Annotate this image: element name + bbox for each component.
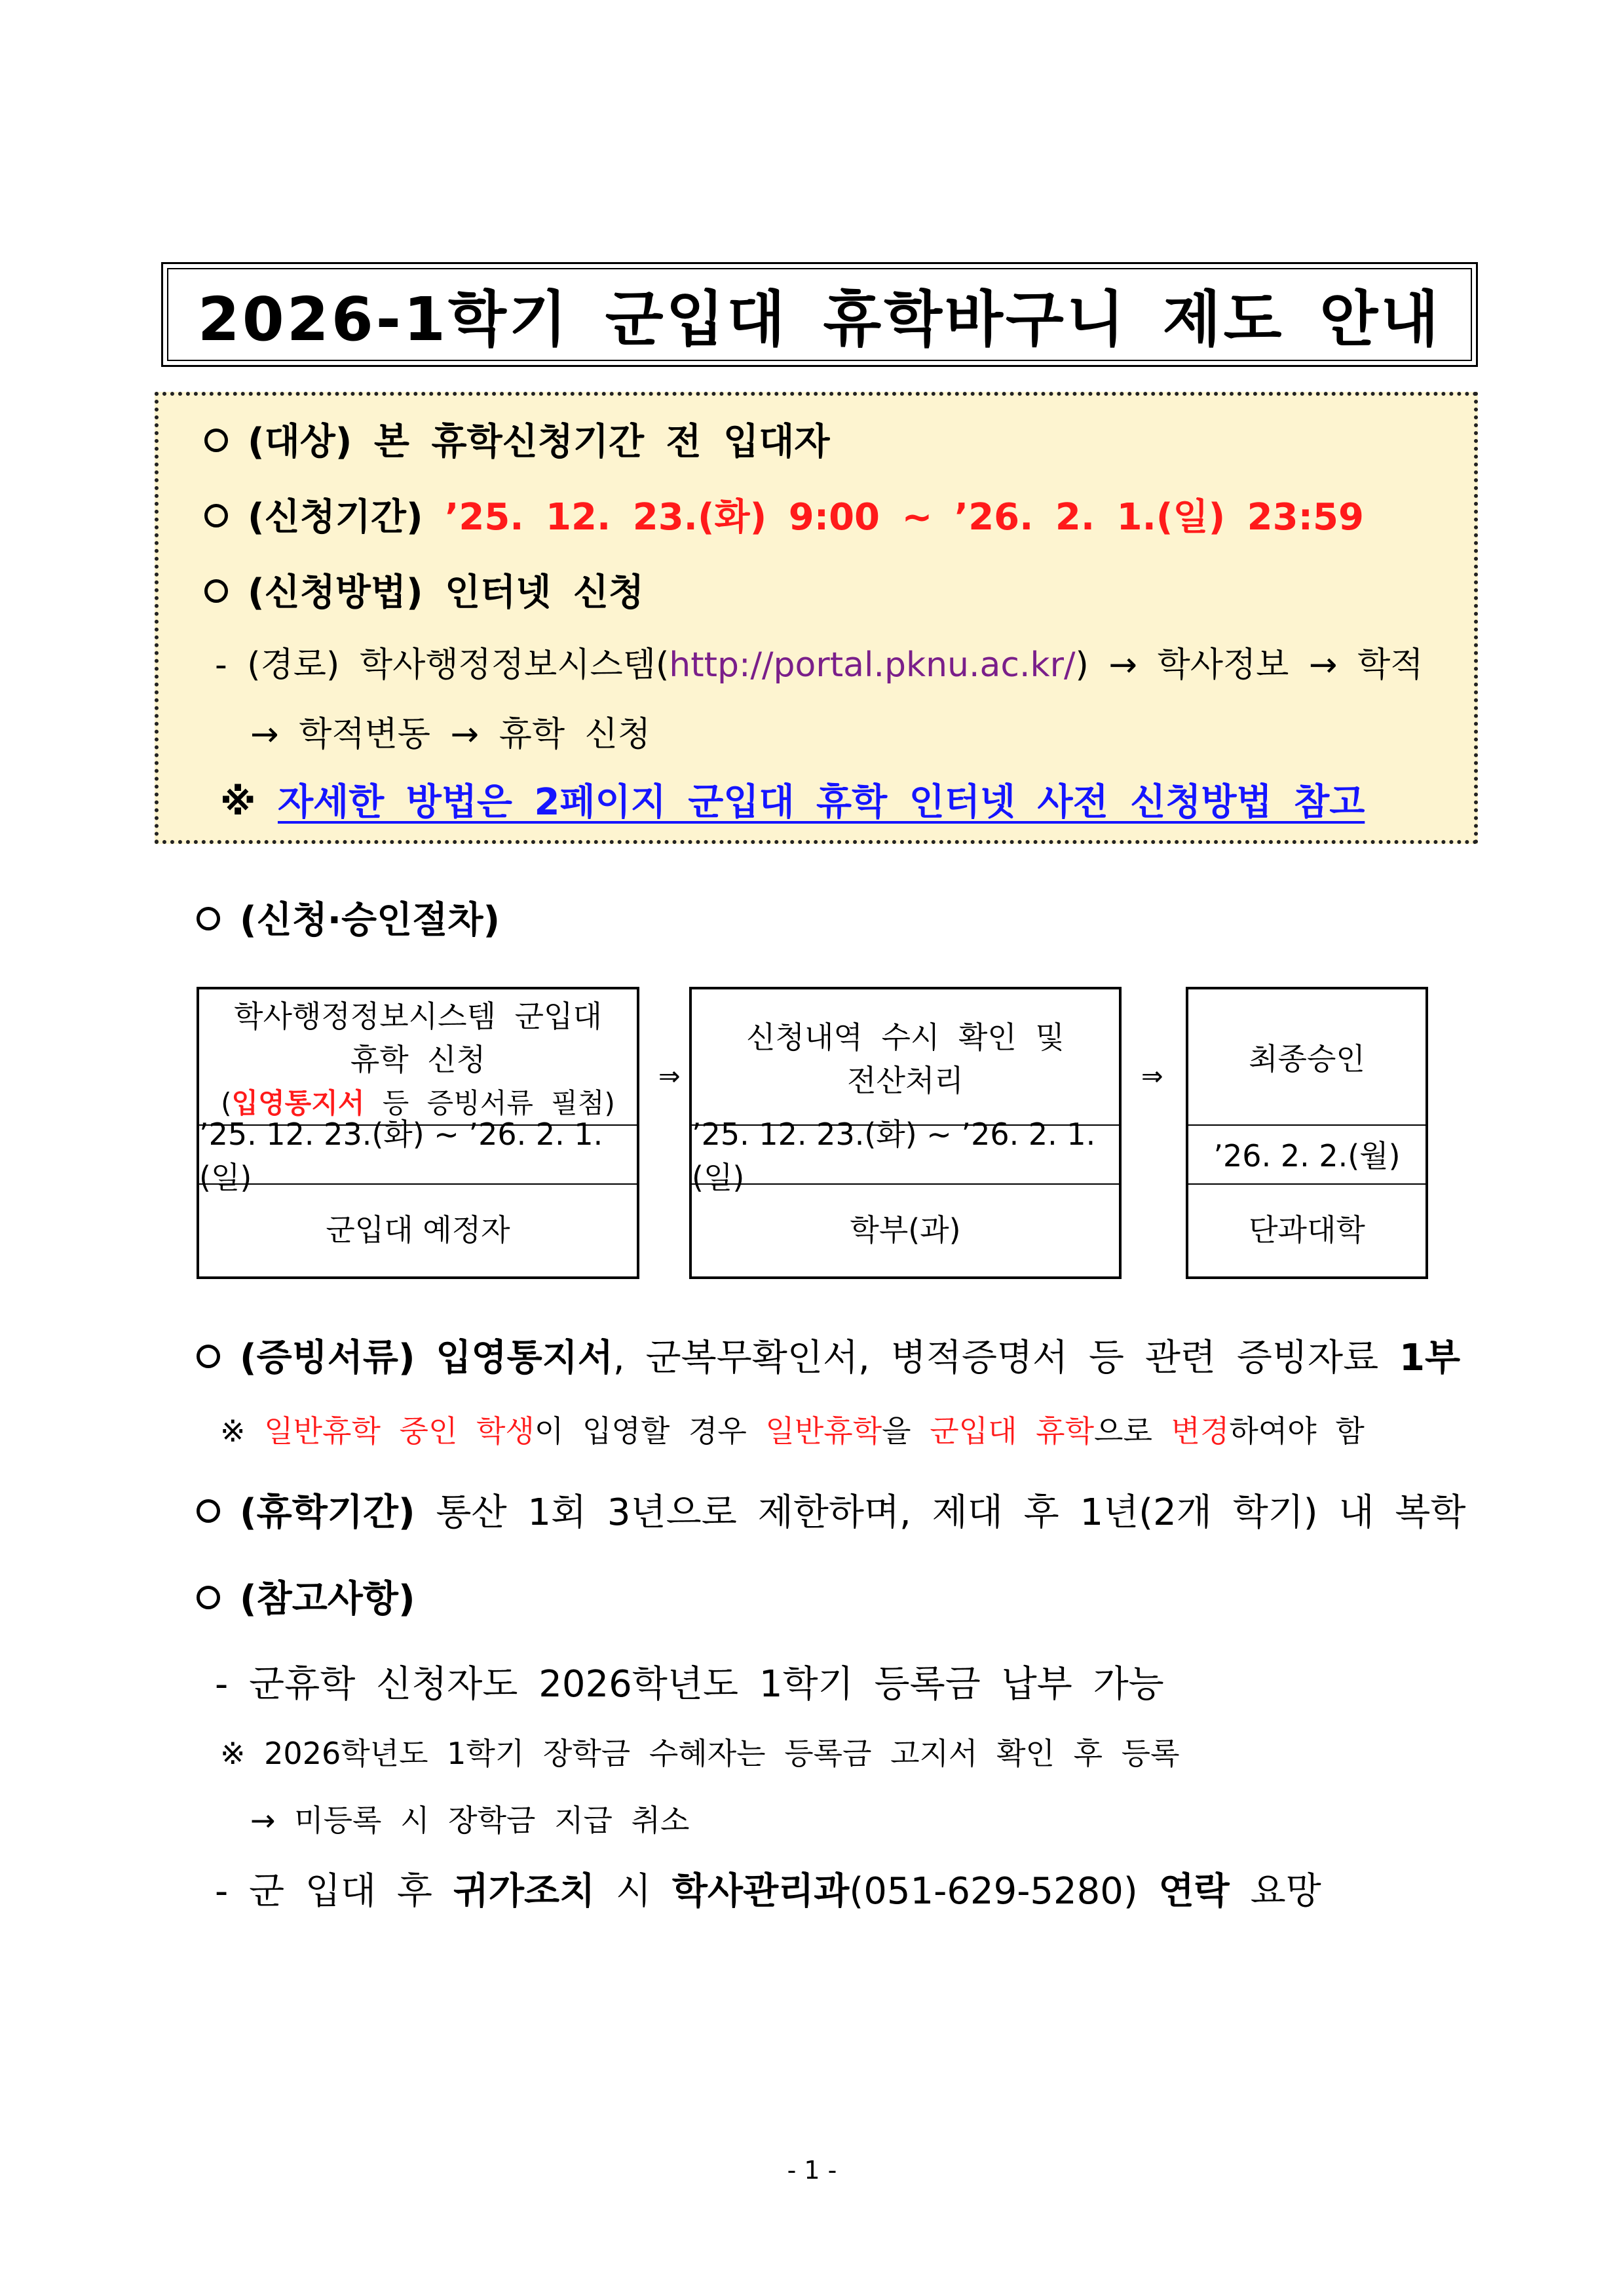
route-suffix: ) → 학사정보 → 학적 bbox=[1075, 645, 1424, 685]
reference-sub2: → 미등록 시 장학금 지급 취소 bbox=[250, 1803, 690, 1838]
step2-date: ’25. 12. 23.(화) ~ ’26. 2. 1.(일) bbox=[692, 1124, 1119, 1185]
reference-sub1 bbox=[220, 1730, 1180, 1773]
item2-a: - 군 입대 후 bbox=[215, 1870, 453, 1913]
item2-f: 연락 bbox=[1158, 1870, 1230, 1913]
reference-label: (참고사항) bbox=[240, 1578, 415, 1620]
flow-arrow-icon: ⇒ bbox=[658, 1062, 681, 1092]
leave-period-label: (휴학기간) bbox=[240, 1491, 415, 1534]
portal-link[interactable]: http://portal.pknu.ac.kr/ bbox=[669, 645, 1076, 685]
item2-e: (051-629-5280) bbox=[849, 1870, 1159, 1913]
documents-text: , 군복무확인서, 병적증명서 등 관련 증빙자료 bbox=[613, 1337, 1400, 1379]
note-t4: 하여야 함 bbox=[1229, 1413, 1365, 1449]
step2-description bbox=[692, 989, 1119, 1126]
leave-period-line bbox=[197, 1483, 1466, 1536]
note-t2: 을 bbox=[882, 1413, 930, 1449]
procedure-heading bbox=[197, 891, 500, 944]
step3-actor: 단과대학 bbox=[1249, 1212, 1365, 1248]
route-line-2: → 학적변동 → 휴학 신청 bbox=[250, 715, 651, 754]
target-text: 본 휴학신청기간 전 입대자 bbox=[373, 421, 830, 463]
step3-line1: 최종승인 bbox=[1249, 1041, 1365, 1077]
page-title: 2026-1학기 군입대 휴학바구니 제도 안내 bbox=[197, 284, 1442, 354]
flow-step-2 bbox=[689, 987, 1122, 1279]
route-line-1 bbox=[215, 637, 1423, 686]
title-box bbox=[161, 262, 1478, 367]
step1-note-open: ( bbox=[221, 1087, 232, 1119]
period-label: (신청기간) bbox=[248, 496, 423, 539]
ref-mark: ※ bbox=[220, 781, 256, 824]
circle-bullet-icon bbox=[197, 1499, 220, 1523]
circle-bullet-icon bbox=[197, 907, 220, 930]
note-t1: 이 입영할 경우 bbox=[534, 1413, 766, 1449]
step1-line1: 학사행정정보시스템 군입대 bbox=[234, 999, 602, 1034]
documents-line bbox=[197, 1329, 1460, 1381]
leave-period-text: 통산 1회 3년으로 제한하며, 제대 후 1년(2개 학기) 내 복학 bbox=[436, 1491, 1466, 1534]
circle-bullet-icon bbox=[197, 1345, 220, 1368]
target-label: (대상) bbox=[248, 421, 352, 463]
procedure-heading-text: (신청·승인절차) bbox=[240, 899, 500, 942]
step2-line1: 신청내역 수시 확인 및 bbox=[746, 1020, 1065, 1055]
step1-actor: 군입대 예정자 bbox=[326, 1212, 510, 1248]
circle-bullet-icon bbox=[204, 504, 228, 527]
note-red1: 일반휴학 중인 학생 bbox=[264, 1413, 535, 1449]
step1-line2: 휴학 신청 bbox=[350, 1042, 486, 1077]
notice-period bbox=[204, 488, 1364, 541]
documents-bold1: 입영통지서 bbox=[436, 1337, 613, 1379]
step1-date: ’25. 12. 23.(화) ~ ’26. 2. 1.(일) bbox=[199, 1124, 637, 1185]
documents-bold2: 1부 bbox=[1399, 1337, 1461, 1379]
item2-g: 요망 bbox=[1229, 1870, 1321, 1913]
item2-b: 귀가조치 bbox=[453, 1870, 595, 1913]
reference-heading bbox=[197, 1570, 415, 1622]
step2-actor: 학부(과) bbox=[850, 1212, 961, 1248]
ref-link[interactable]: 자세한 방법은 2페이지 군입대 휴학 인터넷 사전 신청방법 참고 bbox=[277, 781, 1365, 824]
circle-bullet-icon bbox=[204, 579, 228, 603]
step1-note-rest: 등 증빙서류 필첨) bbox=[364, 1087, 615, 1119]
method-label: (신청방법) bbox=[248, 571, 423, 614]
documents-label: (증빙서류) bbox=[240, 1337, 415, 1379]
note-red2: 일반휴학 bbox=[765, 1413, 882, 1449]
step1-note-red: 입영통지서 bbox=[231, 1087, 365, 1119]
flow-arrow-icon: ⇒ bbox=[1141, 1062, 1163, 1092]
documents-note bbox=[220, 1407, 1365, 1451]
item2-c: 시 bbox=[595, 1870, 672, 1913]
note-t3: 으로 bbox=[1094, 1413, 1171, 1449]
circle-bullet-icon bbox=[197, 1586, 220, 1609]
reference-item1: - 군휴학 신청자도 2026학년도 1학기 등록금 납부 가능 bbox=[215, 1663, 1164, 1706]
notice-target bbox=[204, 413, 829, 465]
notice-method bbox=[204, 564, 644, 616]
step2-line2: 전산처리 bbox=[847, 1063, 964, 1098]
note-red4: 변경 bbox=[1171, 1413, 1230, 1449]
sub1-b: 는 등록금 고지서 확인 후 등록 bbox=[736, 1736, 1180, 1771]
reference-note bbox=[220, 773, 1365, 826]
circle-bullet-icon bbox=[204, 429, 228, 452]
route-prefix: - (경로) 학사행정정보시스템( bbox=[215, 645, 670, 685]
reference-item2 bbox=[215, 1862, 1321, 1915]
flow-step-3 bbox=[1186, 987, 1428, 1279]
note-red3: 군입대 휴학 bbox=[930, 1413, 1095, 1449]
step3-description bbox=[1188, 989, 1426, 1126]
period-text: ’25. 12. 23.(화) 9:00 ~ ’26. 2. 1.(일) 23:59 bbox=[445, 496, 1364, 539]
step1-description bbox=[199, 989, 637, 1126]
note-mark: ※ bbox=[220, 1413, 246, 1449]
flow-step-1 bbox=[197, 987, 639, 1279]
page-number: - 1 - bbox=[787, 2156, 837, 2185]
item2-d: 학사관리과 bbox=[671, 1870, 850, 1913]
step3-date: ’26. 2. 2.(월) bbox=[1188, 1124, 1426, 1185]
sub1-a: ※ 2026학년도 1학기 장학금 수혜자 bbox=[220, 1736, 737, 1771]
method-text: 인터넷 신청 bbox=[445, 571, 645, 614]
